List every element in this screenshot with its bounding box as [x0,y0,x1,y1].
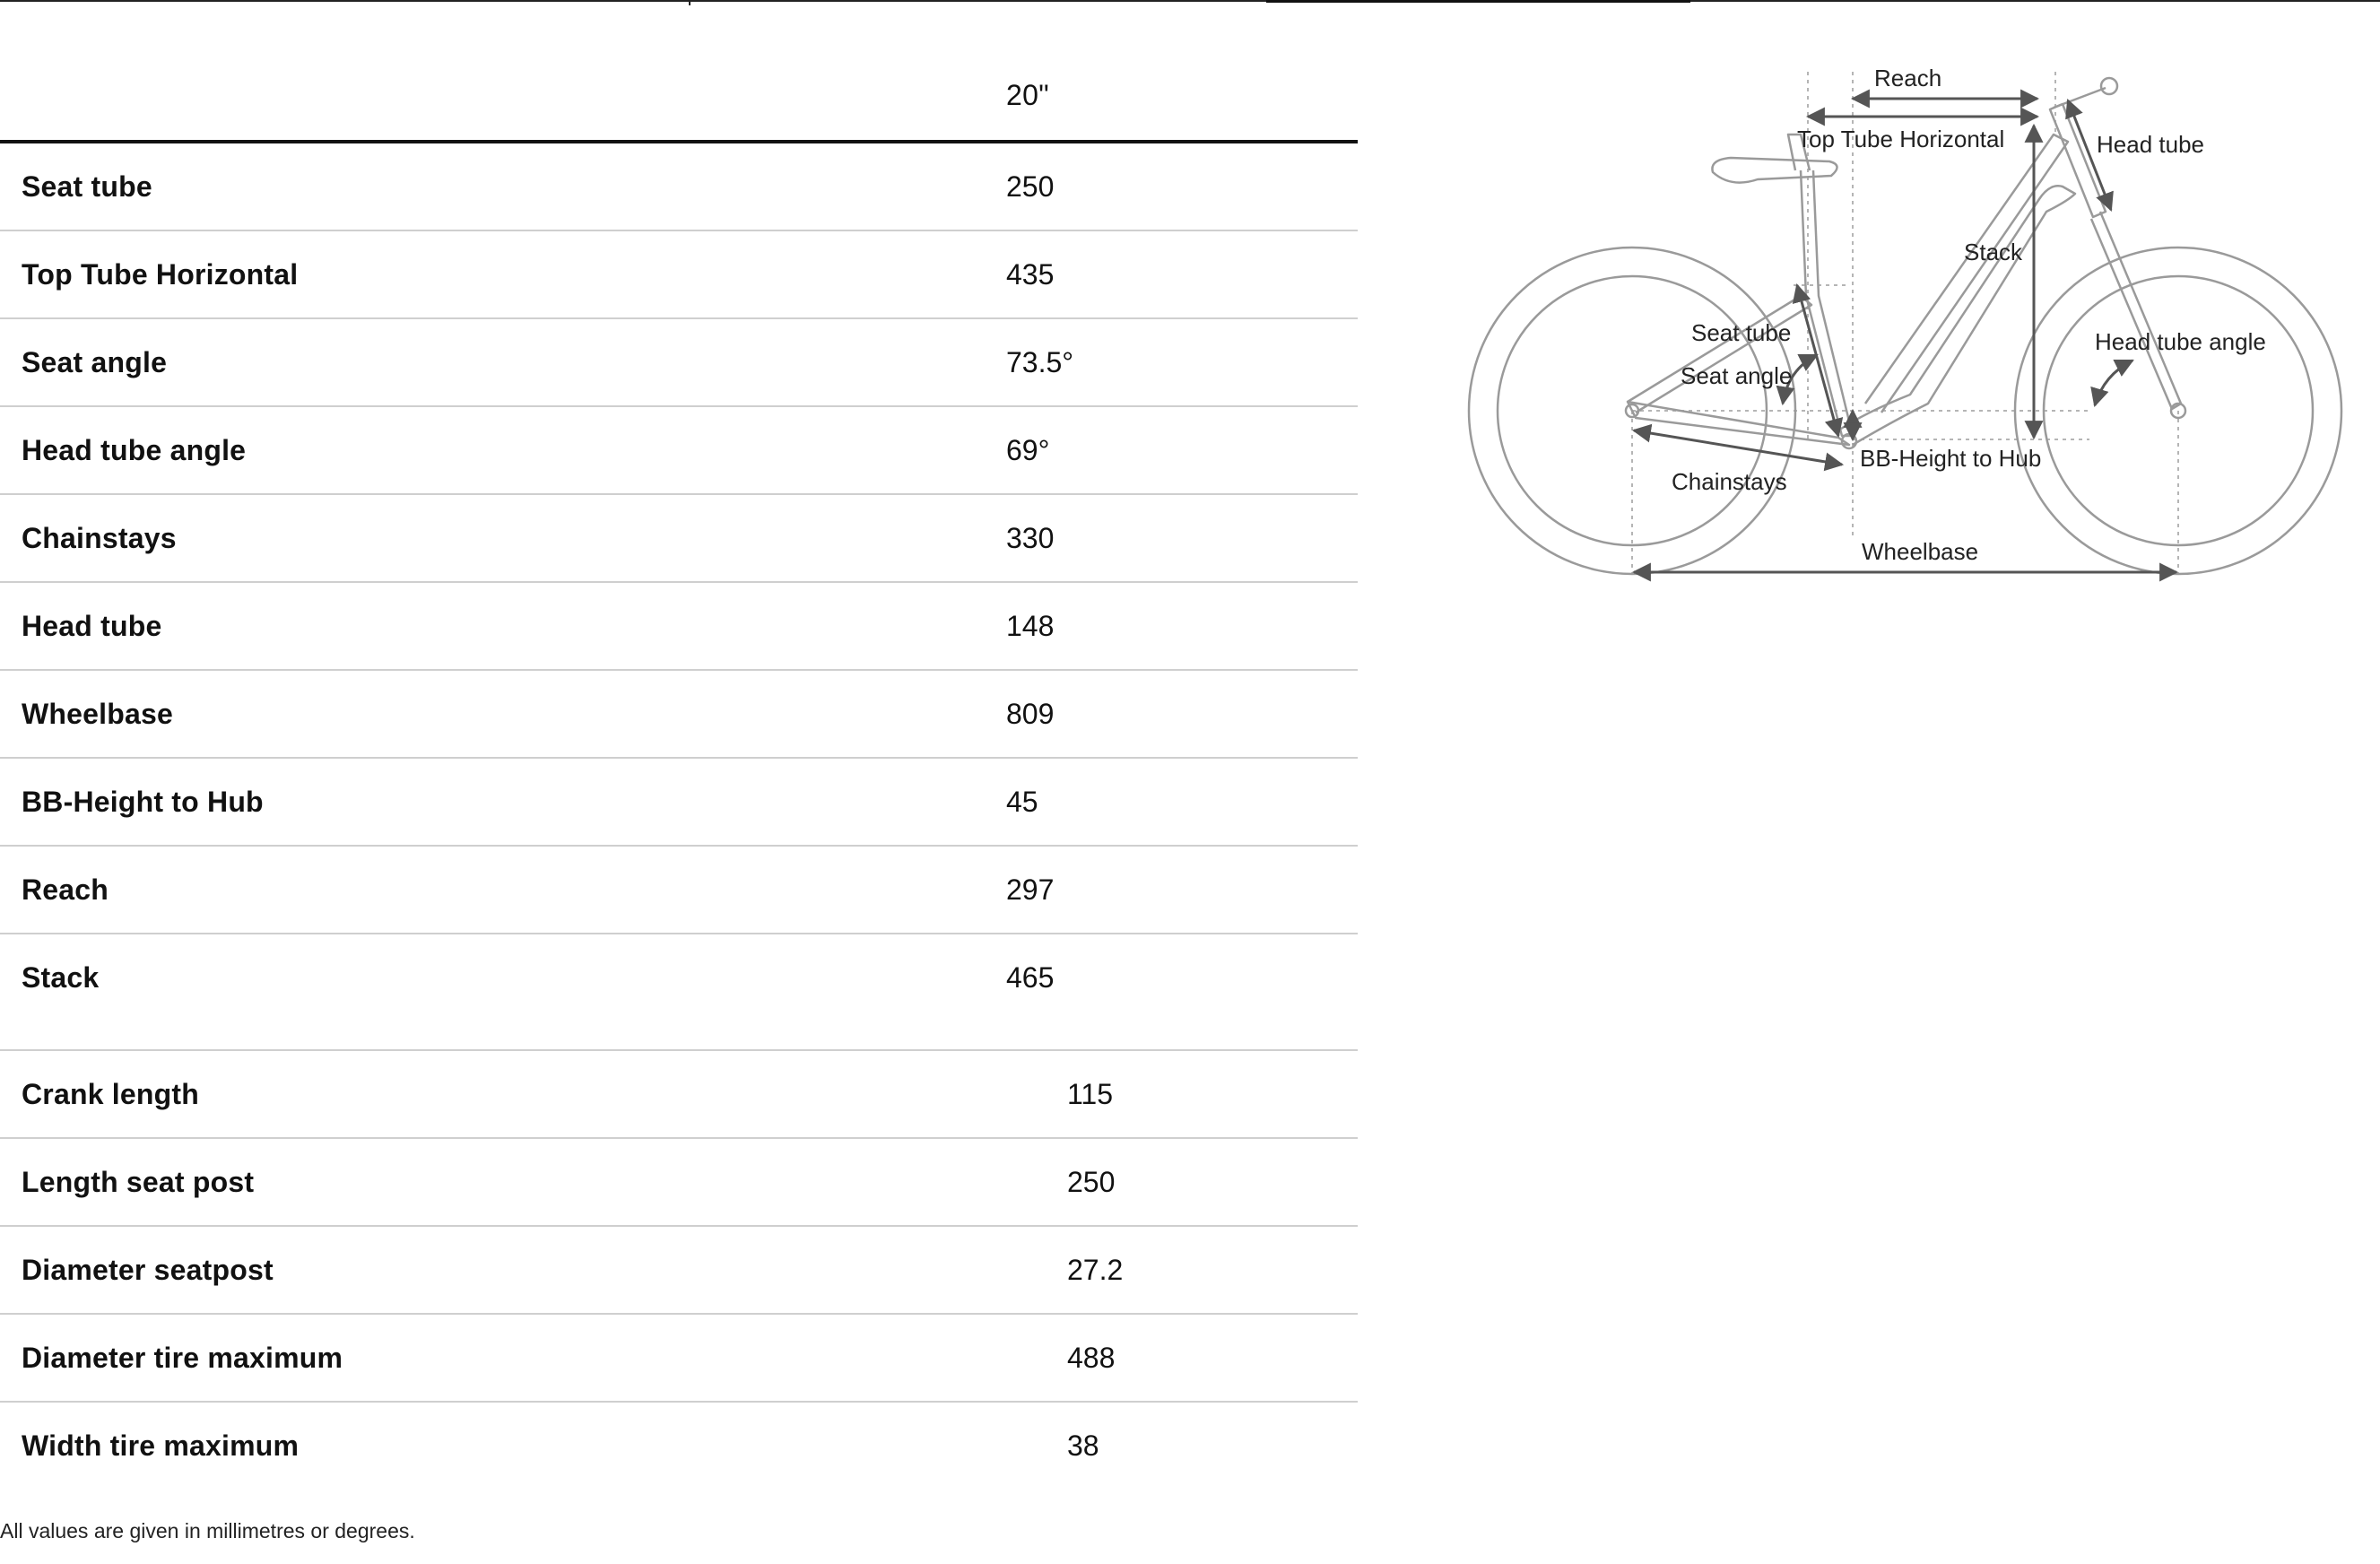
row-label: Diameter seatpost [22,1254,274,1286]
table-row-reach [0,847,1358,934]
row-value: 250 [1006,170,1055,203]
row-value: 45 [1006,786,1038,818]
label-wheelbase: Wheelbase [1862,538,1979,565]
row-value: 330 [1006,522,1055,554]
bike-geometry-diagram [1444,36,2367,610]
row-label: Wheelbase [22,698,173,730]
table-row-top-tube-horizontal [0,231,1358,319]
label-seat-angle: Seat angle [1681,362,1793,389]
label-chainstays: Chainstays [1672,468,1787,495]
row-label: Seat angle [22,346,168,378]
table-row-wheelbase [0,671,1358,759]
size-column-header: 20" [1006,79,1049,111]
row-label: Length seat post [22,1166,255,1198]
row-label: Head tube angle [22,434,247,466]
row-value: 465 [1006,961,1055,994]
row-value: 73.5° [1006,346,1074,378]
table-row-seat-angle [0,319,1358,407]
row-label: Seat tube [22,170,152,203]
table-row-diameter-tire-maximum [0,1315,1358,1403]
top-tick-mark [689,0,691,5]
row-label: Width tire maximum [22,1429,300,1462]
label-head-tube-angle: Head tube angle [2095,328,2266,355]
table-row-crank-length [0,1051,1358,1139]
row-label: Crank length [22,1078,199,1110]
row-label: Stack [22,961,100,994]
row-label: BB-Height to Hub [22,786,264,818]
table-row-stack [0,934,1358,1022]
row-label: Head tube [22,610,162,642]
table-row-chainstays [0,495,1358,583]
table-row-diameter-seatpost [0,1227,1358,1315]
row-label: Top Tube Horizontal [22,258,299,291]
table-row-seat-tube [0,143,1358,231]
row-value: 297 [1006,873,1055,906]
units-footnote: All values are given in millimetres or degrees. [0,1519,415,1542]
row-value: 27.2 [1067,1254,1124,1286]
row-value: 488 [1067,1342,1116,1374]
row-value: 148 [1006,610,1055,642]
row-label: Chainstays [22,522,177,554]
row-value: 69° [1006,434,1050,466]
row-value: 115 [1067,1078,1114,1110]
label-reach: Reach [1874,65,1942,91]
label-bb-height-to-hub: BB-Height to Hub [1860,445,2042,472]
row-value: 38 [1067,1429,1099,1462]
table-row-length-seat-post [0,1139,1358,1227]
row-value: 435 [1006,258,1055,291]
label-top-tube-horizontal: Top Tube Horizontal [1797,126,2005,152]
top-active-indicator [1266,0,1690,3]
row-value: 250 [1067,1166,1116,1198]
table-row-head-tube [0,583,1358,671]
top-divider-line [0,0,2380,2]
label-seat-tube: Seat tube [1691,319,1792,346]
table-row-width-tire-maximum [0,1403,1358,1490]
label-stack: Stack [1964,239,2023,265]
row-label: Diameter tire maximum [22,1342,343,1374]
table-row-bb-height-to-hub [0,759,1358,847]
label-head-tube: Head tube [2097,131,2204,158]
row-label: Reach [22,873,109,906]
size-header-row [0,50,1358,143]
row-value: 809 [1006,698,1055,730]
table-row-head-tube-angle [0,407,1358,495]
bike-geometry-illustration [1444,36,2367,610]
